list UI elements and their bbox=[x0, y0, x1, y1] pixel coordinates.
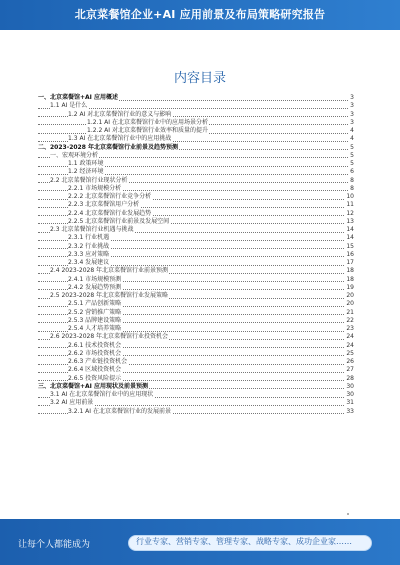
toc-entry[interactable] bbox=[38, 94, 354, 102]
toc-entry[interactable] bbox=[38, 160, 354, 168]
toc-entry[interactable] bbox=[38, 168, 354, 176]
toc-entry-page: 6 bbox=[350, 168, 354, 176]
toc-entry-label: 2.5.3 品牌建设策略 bbox=[68, 316, 122, 324]
toc-entry-label: 2.2.5 北京菜餐馆行业前景及发展空间 bbox=[68, 217, 170, 225]
toc-entry-label: 一、宏观环境分析 bbox=[50, 151, 99, 159]
toc-entry[interactable] bbox=[38, 317, 354, 325]
toc-entry-page: 14 bbox=[346, 226, 354, 233]
toc-entry[interactable] bbox=[38, 342, 354, 350]
toc-entry-label: 2.2 北京菜餐馆行业现状分析 bbox=[50, 176, 128, 184]
toc-entry-page: 5 bbox=[350, 160, 354, 167]
toc-entry[interactable] bbox=[38, 333, 354, 341]
toc-entry-label: 2.2.4 北京菜餐馆行业发展趋势 bbox=[68, 209, 152, 217]
page-marker bbox=[347, 513, 349, 515]
toc-entry-page: 8 bbox=[350, 184, 354, 192]
toc-entry-page: 5 bbox=[350, 151, 354, 159]
toc-entry[interactable] bbox=[38, 193, 354, 201]
toc-entry[interactable] bbox=[38, 408, 354, 416]
toc-entry-page: 18 bbox=[346, 267, 354, 275]
toc-entry-label: 3.2.1 AI 在北京菜餐馆行业的发展前景 bbox=[68, 407, 171, 415]
toc-title: 内容目录 bbox=[173, 71, 226, 86]
toc-entry-label: 1.1 AI 是什么 bbox=[50, 102, 88, 110]
toc-entry[interactable] bbox=[38, 177, 354, 185]
toc-entry-label: 2.6.5 投资风险提示 bbox=[68, 374, 122, 382]
toc-entry-page: 20 bbox=[346, 300, 354, 308]
toc-entry-page: 4 bbox=[350, 135, 354, 143]
toc-entry-page: 10 bbox=[346, 193, 354, 200]
toc-entry-page: 26 bbox=[346, 358, 354, 365]
toc-entry-page: 27 bbox=[346, 366, 354, 374]
toc-entry[interactable] bbox=[38, 144, 354, 152]
toc-entry-label: 1.3 AI 在北京菜餐馆行业中的应用挑战 bbox=[68, 135, 172, 143]
toc-entry[interactable] bbox=[38, 111, 354, 119]
toc-entry-page: 18 bbox=[346, 275, 354, 283]
toc-entry-label: 2.4.1 市场规模预测 bbox=[68, 275, 122, 283]
toc-entry-page: 8 bbox=[350, 176, 354, 184]
toc-entry-page: 3 bbox=[350, 118, 354, 126]
toc-entry-page: 23 bbox=[346, 325, 354, 332]
toc-entry-page: 3 bbox=[350, 110, 354, 118]
toc-entry[interactable] bbox=[38, 267, 354, 275]
toc-entry[interactable] bbox=[38, 383, 354, 391]
toc-entry-page: 4 bbox=[350, 127, 354, 134]
toc-entry[interactable] bbox=[38, 201, 354, 209]
toc-entry-label: 2.5.2 营销推广策略 bbox=[68, 308, 122, 316]
toc-entry-label: 2.6 2023-2028 年北京菜餐馆行业投资机会 bbox=[50, 333, 169, 341]
toc-entry-label: 2.3.4 发展建议 bbox=[68, 259, 110, 266]
toc-entry-label: 2.5.1 产品创新策略 bbox=[68, 300, 122, 308]
toc-entry[interactable] bbox=[38, 127, 354, 135]
toc-entry-label: 三、北京菜餐馆+AI 应用现状及前景预测 bbox=[38, 382, 148, 390]
toc-entry-page: 30 bbox=[346, 382, 354, 390]
toc-entry[interactable] bbox=[38, 234, 354, 242]
toc-entry-page: 3 bbox=[350, 94, 354, 101]
toc-entry-page: 24 bbox=[346, 333, 354, 341]
toc-entry[interactable] bbox=[38, 259, 354, 267]
toc-entry-page: 25 bbox=[346, 349, 354, 357]
toc-entry-page: 16 bbox=[346, 250, 354, 258]
toc-entry-label: 2.6.4 区域投资机会 bbox=[68, 366, 122, 374]
table-of-contents bbox=[38, 94, 354, 416]
toc-entry[interactable] bbox=[38, 226, 354, 234]
toc-entry-label: 2.3.2 行业挑战 bbox=[68, 242, 110, 250]
toc-entry-page: 15 bbox=[346, 242, 354, 250]
toc-entry[interactable] bbox=[38, 292, 354, 300]
toc-entry-page: 14 bbox=[346, 234, 354, 242]
toc-entry-label: 2.5 2023-2028 年北京菜餐馆行业发展策略 bbox=[50, 292, 169, 299]
toc-entry-label: 2.6.2 市场投资机会 bbox=[68, 349, 122, 357]
toc-entry-page: 21 bbox=[346, 308, 354, 316]
toc-entry[interactable] bbox=[38, 119, 354, 127]
toc-entry-label: 3.1 AI 在北京菜餐馆行业中的应用现状 bbox=[50, 391, 154, 398]
toc-entry-label: 二、2023-2028 年北京菜餐馆行业前景及趋势预测 bbox=[38, 143, 178, 151]
toc-entry-label: 2.2.2 北京菜餐馆行业竞争分析 bbox=[68, 193, 152, 200]
toc-entry[interactable] bbox=[38, 399, 354, 407]
toc-entry-page: 33 bbox=[346, 407, 354, 415]
toc-entry[interactable] bbox=[38, 135, 354, 143]
toc-entry-page: 3 bbox=[350, 102, 354, 110]
toc-entry[interactable] bbox=[38, 243, 354, 251]
toc-entry-page: 12 bbox=[346, 209, 354, 217]
toc-entry[interactable] bbox=[38, 300, 354, 308]
toc-entry-label: 2.6.1 技术投资机会 bbox=[68, 341, 122, 349]
toc-entry[interactable] bbox=[38, 309, 354, 317]
toc-entry-page: 24 bbox=[346, 341, 354, 349]
toc-entry-label: 2.2.3 北京菜餐馆用户分析 bbox=[68, 201, 140, 209]
toc-entry-page: 5 bbox=[350, 143, 354, 151]
toc-entry[interactable] bbox=[38, 218, 354, 226]
toc-entry[interactable] bbox=[38, 102, 354, 110]
toc-entry[interactable] bbox=[38, 366, 354, 374]
toc-entry-page: 11 bbox=[346, 201, 354, 209]
toc-entry-label: 2.3.1 行业机遇 bbox=[68, 234, 110, 242]
toc-entry[interactable] bbox=[38, 210, 354, 218]
toc-entry-label: 一、北京菜餐馆+AI 应用概述 bbox=[38, 94, 118, 101]
toc-entry-page: 20 bbox=[346, 292, 354, 299]
toc-entry[interactable] bbox=[38, 251, 354, 259]
toc-entry-page: 13 bbox=[346, 217, 354, 225]
toc-entry-page: 22 bbox=[346, 316, 354, 324]
toc-entry[interactable] bbox=[38, 284, 354, 292]
toc-entry-label: 2.3.3 应对策略 bbox=[68, 250, 110, 258]
toc-entry-label: 2.4.2 发展趋势预测 bbox=[68, 283, 122, 291]
toc-entry[interactable] bbox=[38, 391, 354, 399]
toc-entry-label: 2.3 北京菜餐馆行业机遇与挑战 bbox=[50, 226, 134, 233]
toc-entry-page: 31 bbox=[346, 399, 354, 407]
toc-entry[interactable] bbox=[38, 152, 354, 160]
footer-roles-text: 行业专家、营销专家、管理专家、战略专家、成功企业家…… bbox=[136, 537, 352, 546]
toc-entry-page: 28 bbox=[346, 374, 354, 382]
toc-entry-label: 2.6.3 产业链投资机会 bbox=[68, 358, 128, 365]
toc-entry-label: 1.2 经济环境 bbox=[68, 168, 104, 176]
toc-entry-label: 1.2 AI 对北京菜餐馆行业的意义与影响 bbox=[68, 110, 172, 118]
toc-entry[interactable] bbox=[38, 350, 354, 358]
toc-entry-label: 1.2.1 AI 在北京菜餐馆行业中的应用场景分析 bbox=[87, 118, 208, 126]
toc-entry-page: 17 bbox=[346, 259, 354, 266]
toc-entry[interactable] bbox=[38, 276, 354, 284]
toc-entry-label: 2.5.4 人才培养策略 bbox=[68, 325, 122, 332]
toc-entry[interactable] bbox=[38, 375, 354, 383]
toc-entry-label: 2.4 2023-2028 年北京菜餐馆行业前景预测 bbox=[50, 267, 169, 275]
toc-entry-page: 19 bbox=[346, 283, 354, 291]
toc-entry[interactable] bbox=[38, 325, 354, 333]
toc-entry-label: 1.2.2 AI 对北京菜餐馆行业效率和质量的提升 bbox=[87, 127, 208, 134]
toc-entry-label: 3.2 AI 应用前景 bbox=[50, 399, 94, 407]
toc-entry-page: 30 bbox=[346, 391, 354, 398]
footer-lead-text: 让每个人都能成为 bbox=[18, 540, 91, 550]
toc-entry-label: 2.2.1 市场规模分析 bbox=[68, 184, 122, 192]
toc-entry-label: 1.1 政策环境 bbox=[68, 160, 104, 167]
toc-entry[interactable] bbox=[38, 358, 354, 366]
report-title: 北京菜餐馆企业+AI 应用前景及布局策略研究报告 bbox=[74, 8, 326, 21]
toc-entry[interactable] bbox=[38, 185, 354, 193]
